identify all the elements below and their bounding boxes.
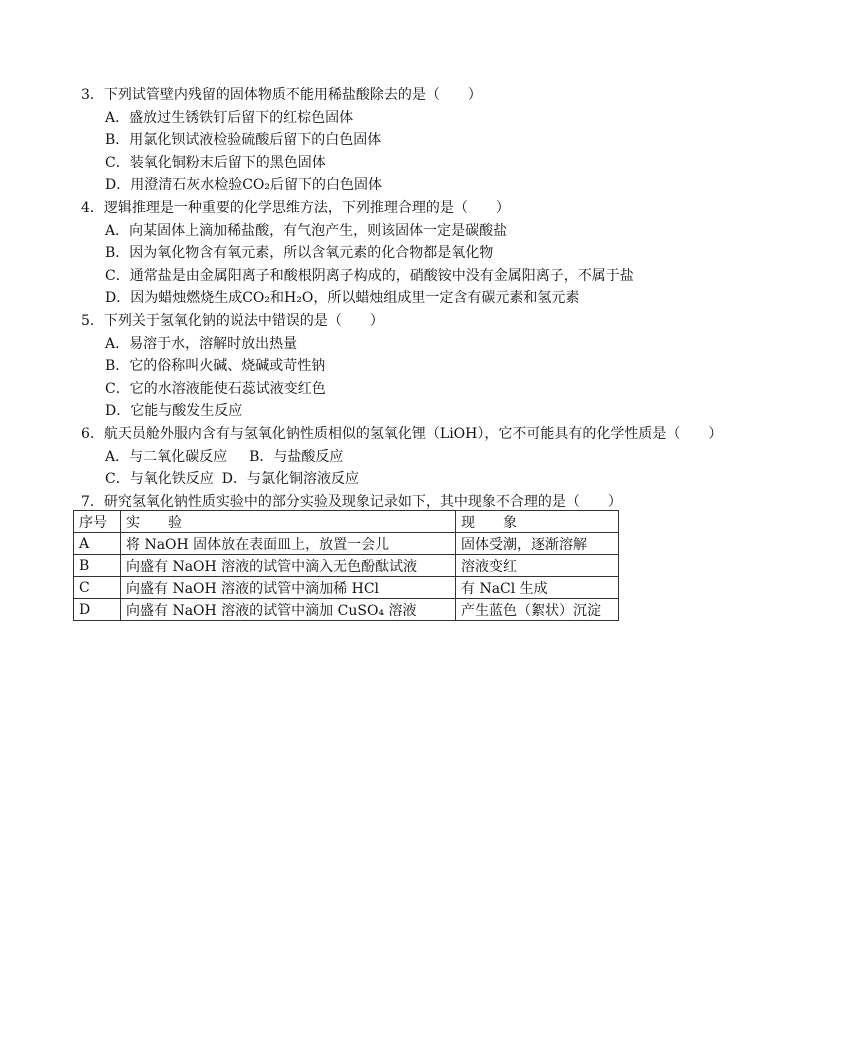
row-experiment: 将 NaOH 固体放在表面皿上，放置一会儿 <box>121 533 456 555</box>
header-index: 序号 <box>74 511 121 533</box>
question-6-option-c: C．与氧化铁反应 <box>105 471 214 488</box>
table-header-row <box>74 511 619 533</box>
row-index: B <box>74 555 121 577</box>
question-4-option-b: B．因为氧化物含有氧元素，所以含氧元素的化合物都是氧化物 <box>105 245 494 262</box>
question-3-option-b: B．用氯化钡试液检验硫酸后留下的白色固体 <box>105 132 382 149</box>
row-index: A <box>74 533 121 555</box>
header-experiment: 实 验 <box>121 511 456 533</box>
question-3-option-c: C．装氧化铜粉末后留下的黑色固体 <box>105 154 326 171</box>
experiment-table <box>73 510 619 621</box>
question-4-option-c: C．通常盐是由金属阳离子和酸根阴离子构成的，硝酸铵中没有金属阳离子，不属于盐 <box>105 267 634 284</box>
question-6-option-a: A．与二氧化碳反应 <box>105 448 228 465</box>
question-7-stem: 7．研究氢氧化钠性质实验中的部分实验及现象记录如下，其中现象不合理的是（ ） <box>81 493 622 510</box>
question-6-option-b: B．与盐酸反应 <box>249 448 344 465</box>
row-index: D <box>74 599 121 621</box>
question-5-option-b: B．它的俗称叫火碱、烧碱或苛性钠 <box>105 358 326 375</box>
table-row <box>74 577 619 599</box>
table-row <box>74 533 619 555</box>
row-experiment: 向盛有 NaOH 溶液的试管中滴入无色酚酞试液 <box>121 555 456 577</box>
question-5-option-a: A．易溶于水，溶解时放出热量 <box>105 335 298 352</box>
question-6-options-row-1 <box>81 446 801 469</box>
question-6-options-row-2 <box>81 468 801 491</box>
question-3-stem: 3．下列试管壁内残留的固体物质不能用稀盐酸除去的是（ ） <box>81 87 482 103</box>
row-experiment: 向盛有 NaOH 溶液的试管中滴加 CuSO₄ 溶液 <box>121 599 456 621</box>
question-6-stem: 6．航天员舱外服内含有与氢氧化钠性质相似的氢氧化锂（LiOH），它不可能具有的化学性质是（ ） <box>81 425 723 442</box>
row-experiment: 向盛有 NaOH 溶液的试管中滴加稀 HCl <box>121 577 456 599</box>
row-phenomenon: 固体受潮，逐渐溶解 <box>456 533 619 555</box>
question-list <box>81 84 801 513</box>
question-5-stem: 5．下列关于氢氧化钠的说法中错误的是（ ） <box>81 312 384 329</box>
row-index: C <box>74 577 121 599</box>
row-phenomenon: 溶液变红 <box>456 555 619 577</box>
question-3-option-d: D．用澄清石灰水检验CO₂后留下的白色固体 <box>105 177 383 194</box>
question-4-option-d: D．因为蜡烛燃烧生成CO₂和H₂O，所以蜡烛组成里一定含有碳元素和氢元素 <box>105 290 580 307</box>
question-6-option-d: D．与氯化铜溶液反应 <box>221 471 359 488</box>
question-5-option-d: D．它能与酸发生反应 <box>105 403 243 420</box>
header-phenomenon: 现 象 <box>456 511 619 533</box>
table-row <box>74 599 619 621</box>
table-row <box>74 555 619 577</box>
question-5-option-c: C．它的水溶液能使石蕊试液变红色 <box>105 380 326 397</box>
row-phenomenon: 产生蓝色（絮状）沉淀 <box>456 599 619 621</box>
row-phenomenon: 有 NaCl 生成 <box>456 577 619 599</box>
question-4-stem: 4．逻辑推理是一种重要的化学思维方法，下列推理合理的是（ ） <box>81 199 510 216</box>
question-4-option-a: A．向某固体上滴加稀盐酸，有气泡产生，则该固体一定是碳酸盐 <box>105 222 508 239</box>
question-3-option-a: A．盛放过生锈铁钉后留下的红棕色固体 <box>105 109 354 126</box>
